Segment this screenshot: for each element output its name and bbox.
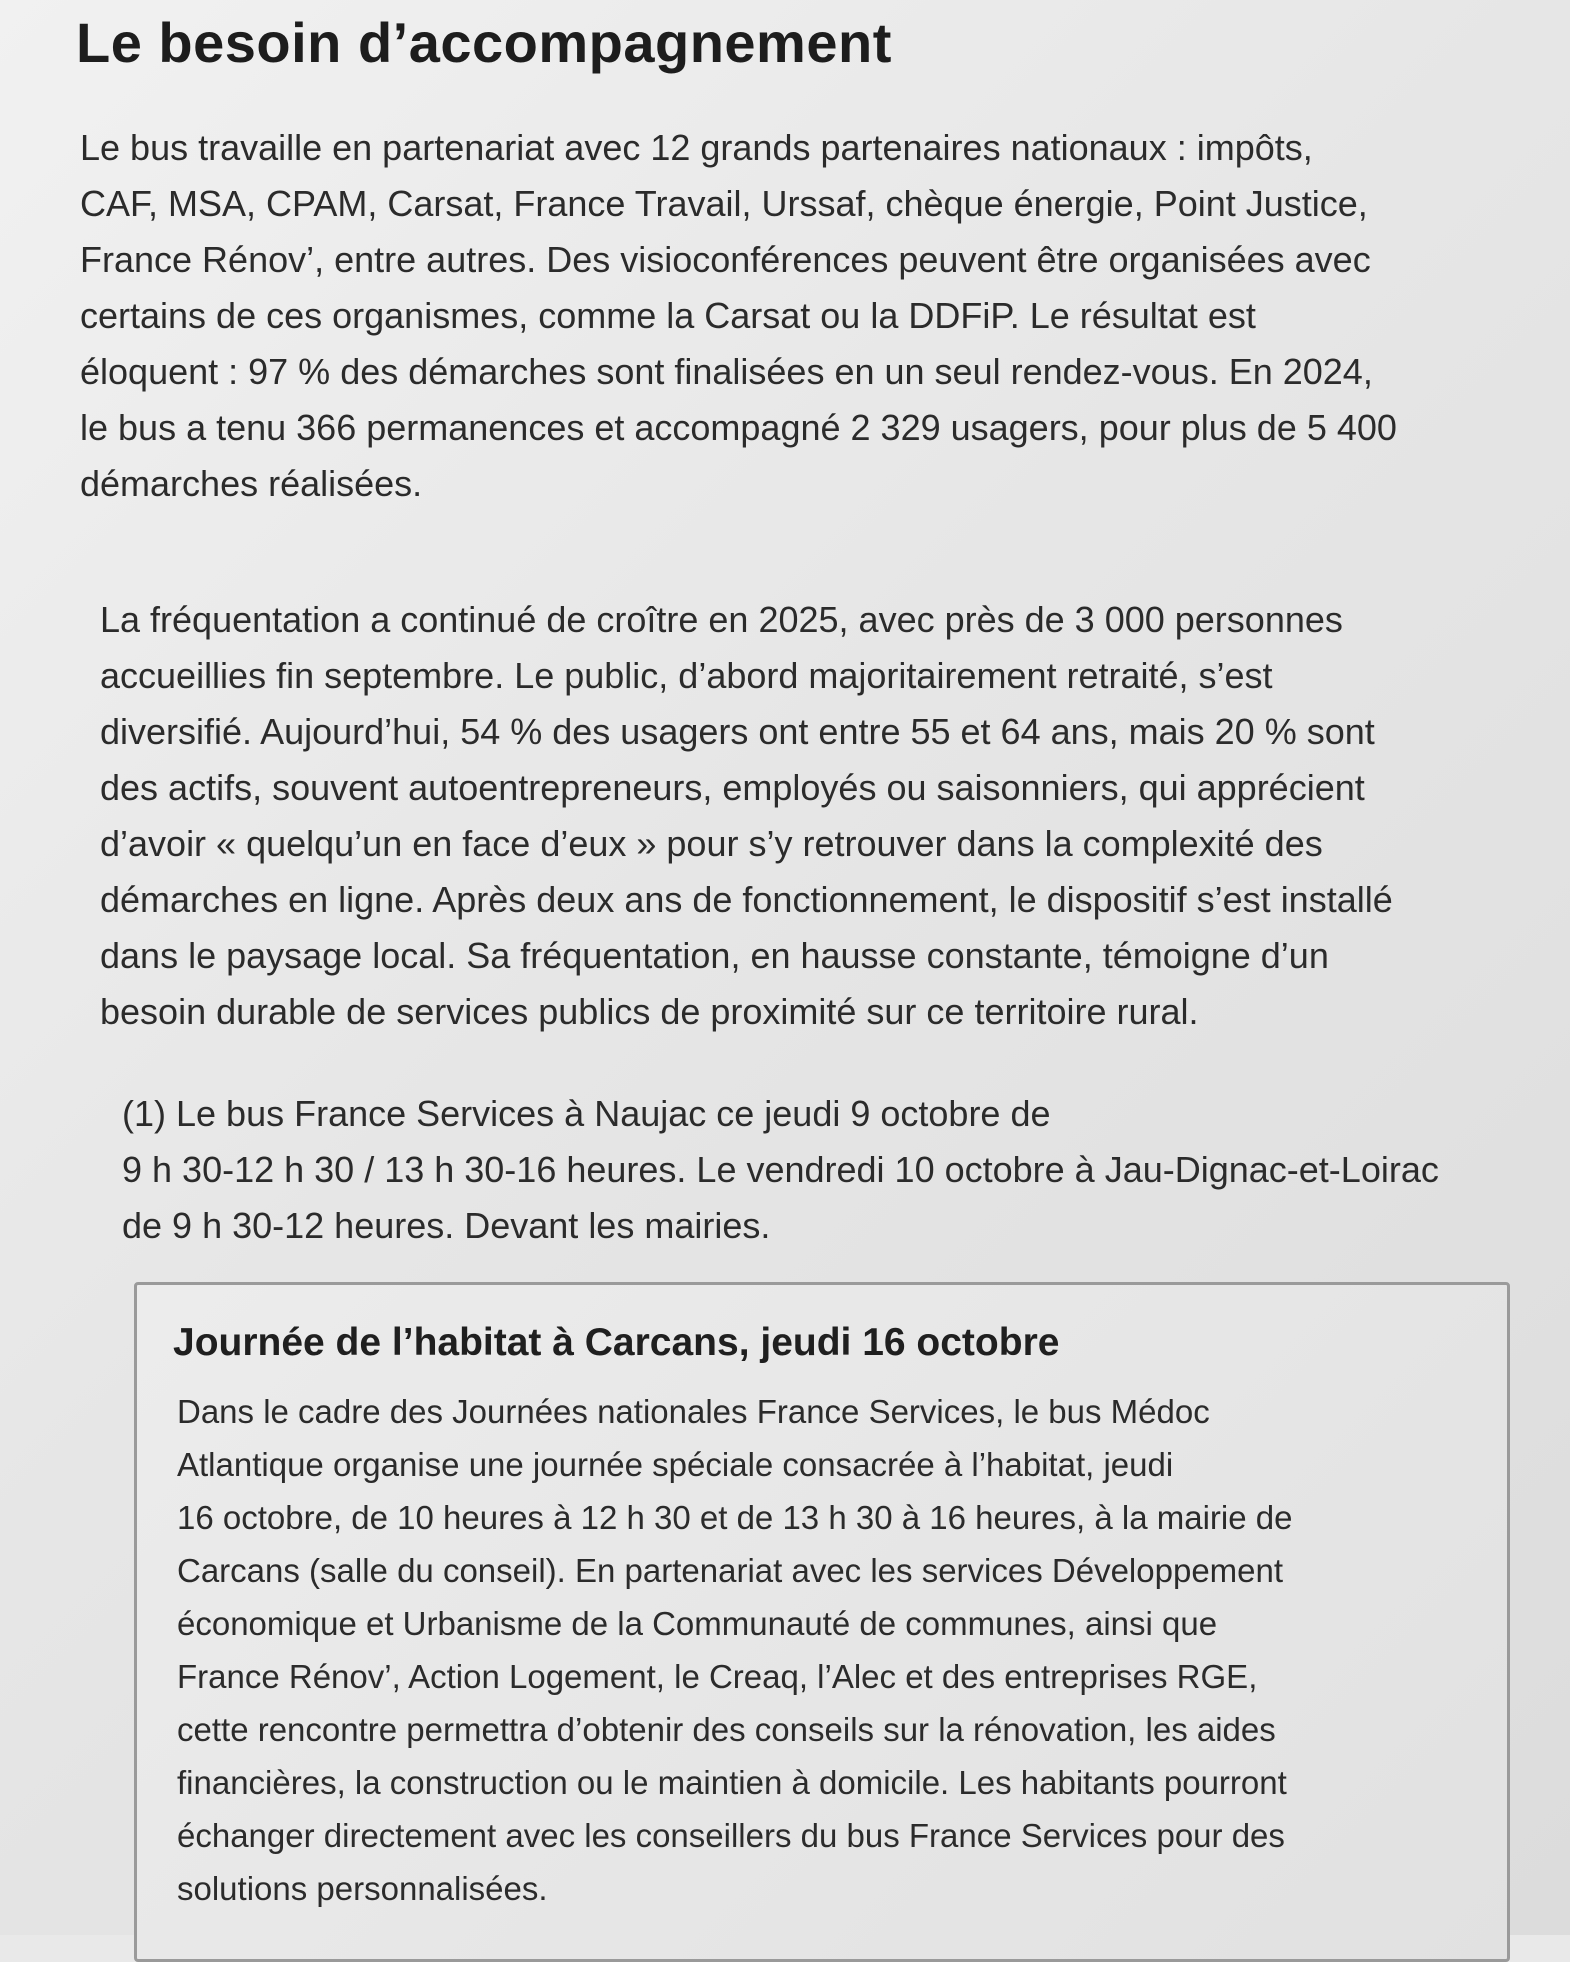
text-line: de 9 h 30-12 heures. Devant les mairies. [122, 1205, 771, 1246]
text-line: échanger directement avec les conseillers du bus France Services pour des [177, 1817, 1285, 1854]
text-line: démarches en ligne. Après deux ans de fonctionnement, le dispositif s’est installé [100, 879, 1393, 920]
text-line: 16 octobre, de 10 heures à 12 h 30 et de 13 h 30 à 16 heures, à la mairie de [177, 1499, 1293, 1536]
text-line: financières, la construction ou le maintien à domicile. Les habitants pourront [177, 1764, 1287, 1801]
text-line: d’avoir « quelqu’un en face d’eux » pour s’y retrouver dans la complexité des [100, 823, 1323, 864]
box-title: Journée de l’habitat à Carcans, jeudi 16 octobre [173, 1321, 1060, 1364]
text-line: Dans le cadre des Journées nationales France Services, le bus Médoc [177, 1393, 1210, 1430]
text-line: des actifs, souvent autoentrepreneurs, employés ou saisonniers, qui apprécient [100, 767, 1365, 808]
sidebar-box [134, 1282, 1510, 1962]
text-line: le bus a tenu 366 permanences et accompagné 2 329 usagers, pour plus de 5 400 [80, 407, 1397, 448]
text-line: démarches réalisées. [80, 463, 423, 504]
text-line: Atlantique organise une journée spéciale consacrée à l’habitat, jeudi [177, 1446, 1174, 1483]
text-line: La fréquentation a continué de croître en 2025, avec près de 3 000 personnes [100, 599, 1343, 640]
text-line: accueillies fin septembre. Le public, d’abord majoritairement retraité, s’est [100, 655, 1273, 696]
text-line: certains de ces organismes, comme la Carsat ou la DDFiP. Le résultat est [80, 295, 1256, 336]
text-line: 9 h 30-12 h 30 / 13 h 30-16 heures. Le vendredi 10 octobre à Jau-Dignac-et-Loirac [122, 1149, 1439, 1190]
text-line: France Rénov’, entre autres. Des visioconférences peuvent être organisées avec [80, 239, 1371, 280]
box-body [177, 1385, 1477, 1915]
text-line: besoin durable de services publics de proximité sur ce territoire rural. [100, 991, 1199, 1032]
text-line: diversifié. Aujourd’hui, 54 % des usagers ont entre 55 et 64 ans, mais 20 % sont [100, 711, 1375, 752]
text-line: éloquent : 97 % des démarches sont finalisées en un seul rendez-vous. En 2024, [80, 351, 1373, 392]
text-line: France Rénov’, Action Logement, le Creaq, l’Alec et des entreprises RGE, [177, 1658, 1258, 1695]
paragraph-attendance [100, 592, 1540, 1040]
section-title: Le besoin d’accompagnement [76, 11, 892, 74]
text-line: économique et Urbanisme de la Communauté de communes, ainsi que [177, 1605, 1218, 1642]
paragraph-partners [80, 120, 1550, 512]
text-line: CAF, MSA, CPAM, Carsat, France Travail, Urssaf, chèque énergie, Point Justice, [80, 183, 1368, 224]
text-line: Carcans (salle du conseil). En partenariat avec les services Développement [177, 1552, 1284, 1589]
text-line: Le bus travaille en partenariat avec 12 grands partenaires nationaux : impôts, [80, 127, 1313, 168]
text-line: (1) Le bus France Services à Naujac ce jeudi 9 octobre de [122, 1093, 1051, 1134]
text-line: cette rencontre permettra d’obtenir des conseils sur la rénovation, les aides [177, 1711, 1276, 1748]
footnote [122, 1086, 1542, 1254]
text-line: solutions personnalisées. [177, 1870, 548, 1907]
text-line: dans le paysage local. Sa fréquentation, en hausse constante, témoigne d’un [100, 935, 1329, 976]
